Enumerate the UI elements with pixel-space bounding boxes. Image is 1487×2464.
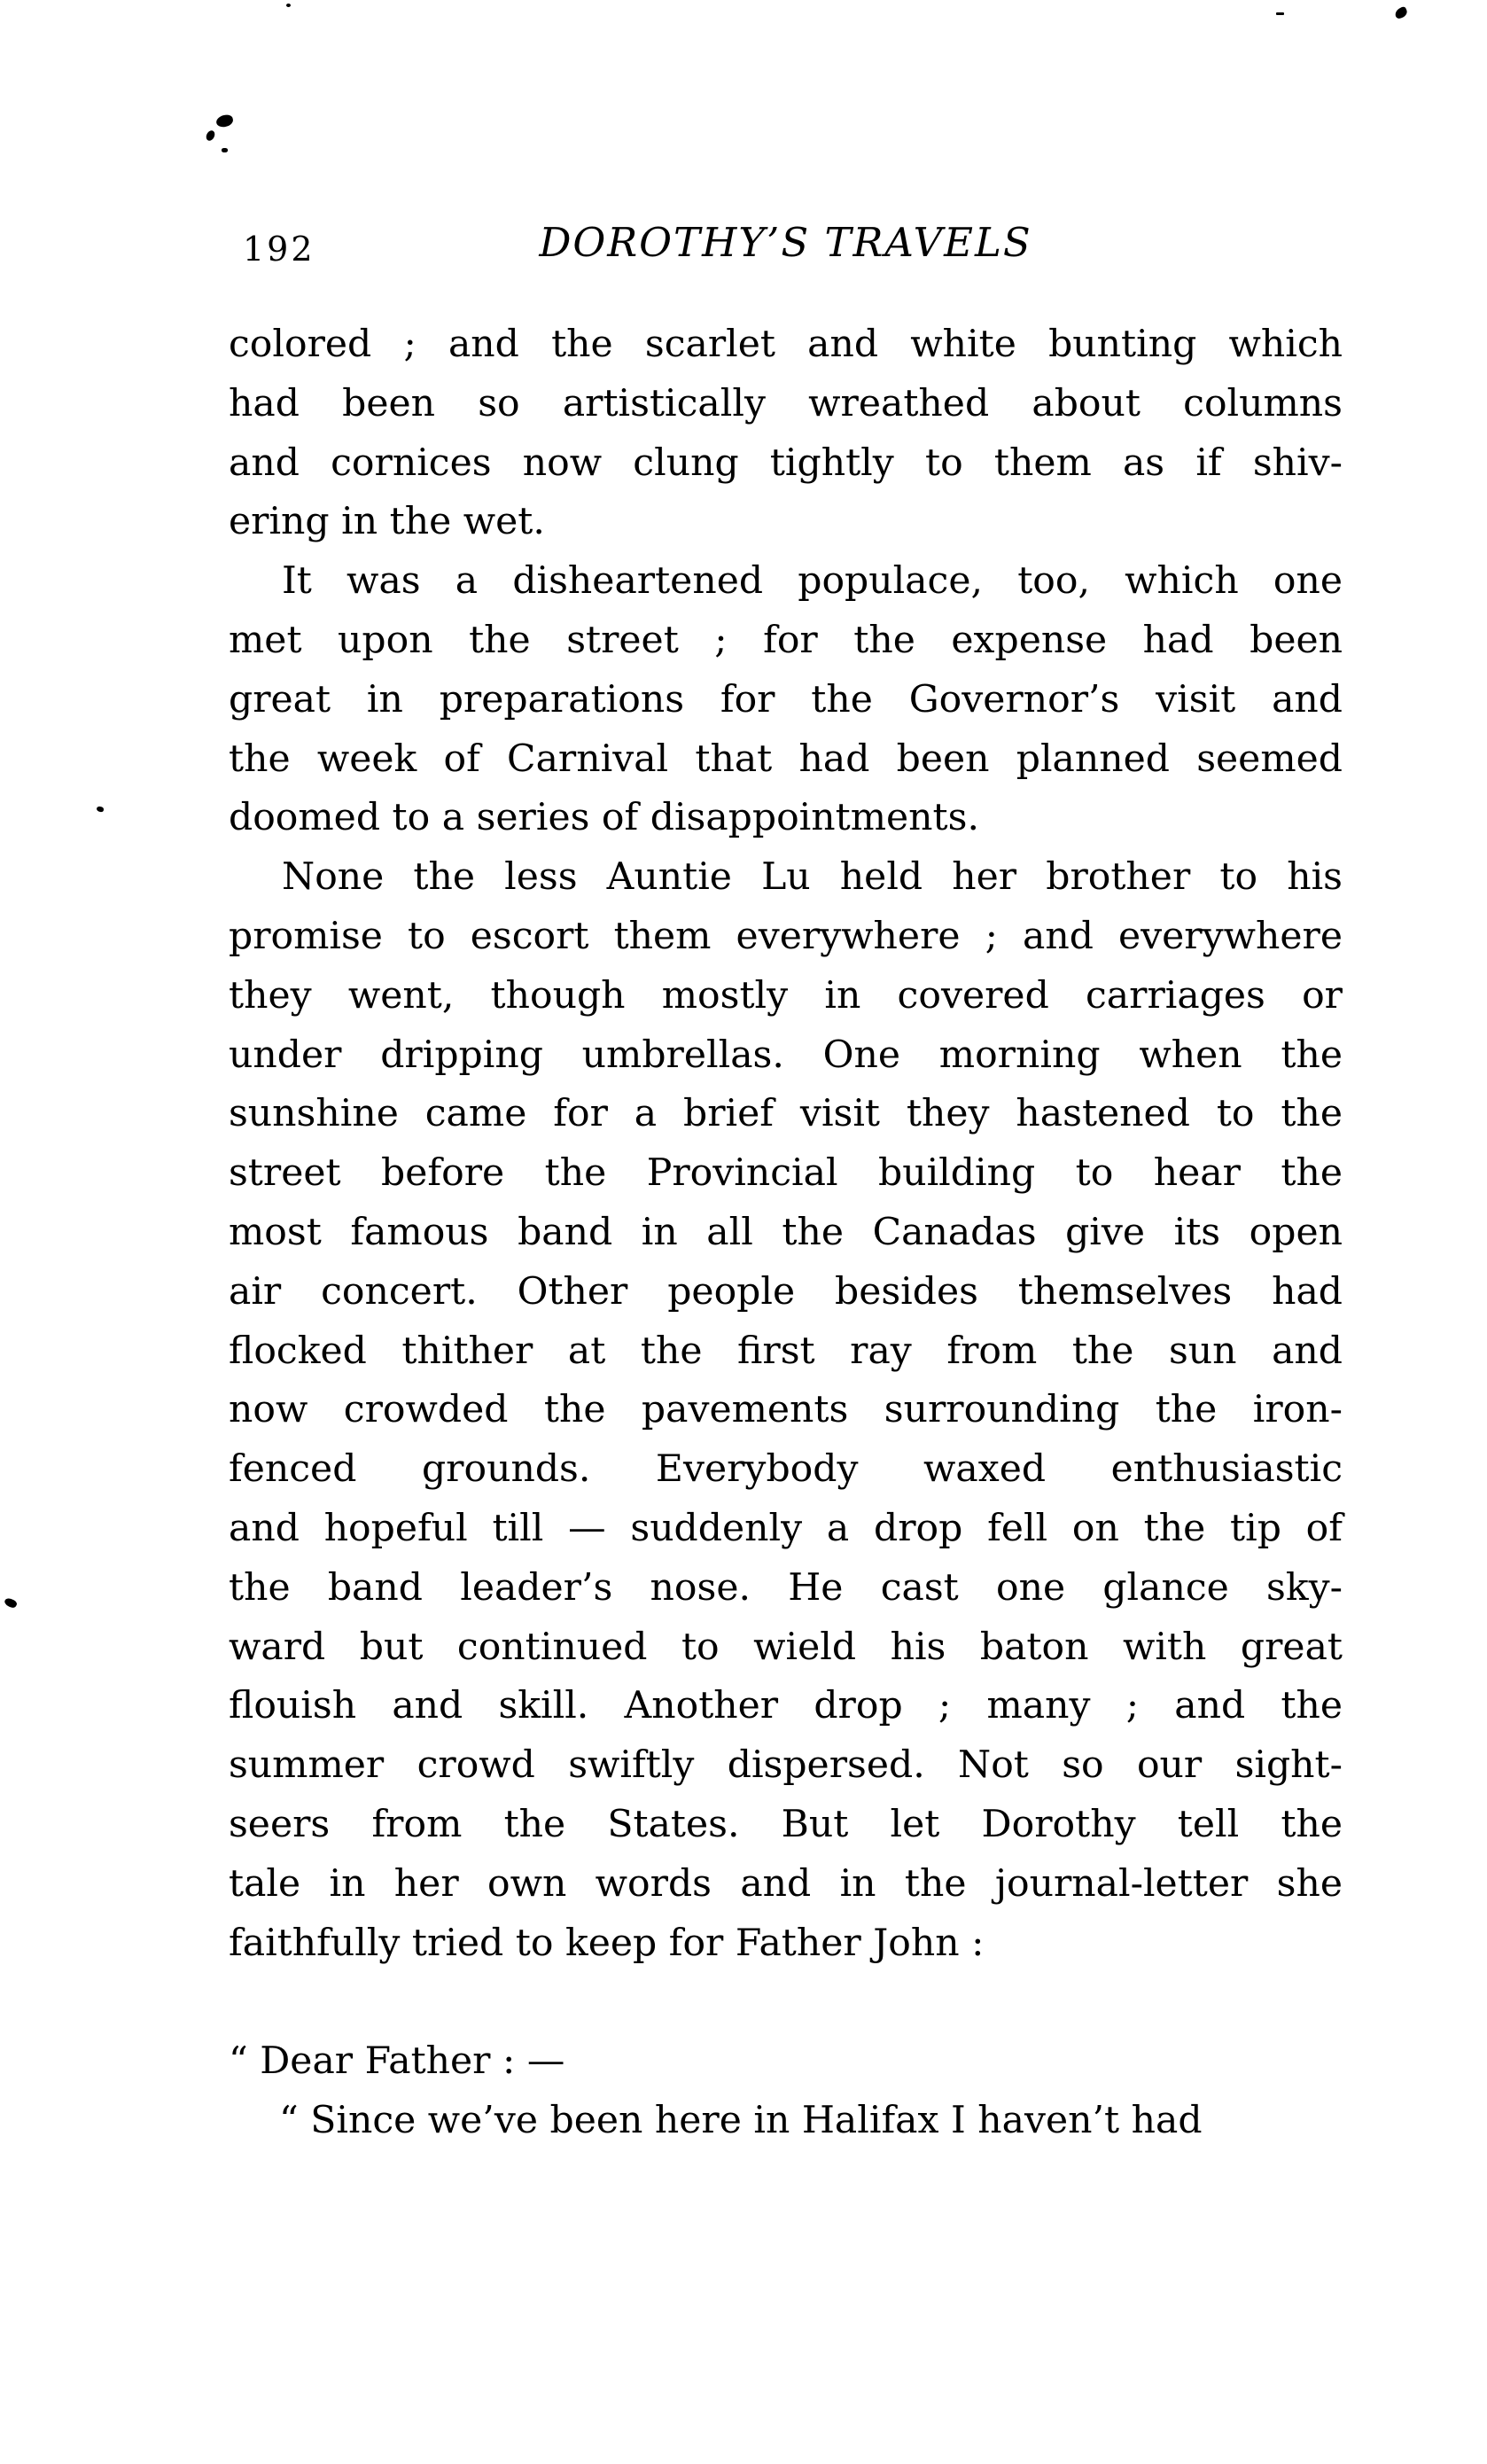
text-line: None the less Auntie Lu held her brother to his <box>282 855 1343 900</box>
ink-comma-top-left <box>206 129 215 142</box>
text-line: they went, though mostly in covered carriages or <box>229 973 1343 1018</box>
text-line: met upon the street ; for the expense had been <box>229 618 1343 662</box>
text-line: air concert. Other people besides themselves had <box>229 1269 1343 1314</box>
running-title: DOROTHY’S TRAVELS <box>539 219 1032 266</box>
text-line: faithfully tried to keep for Father John : <box>229 1921 985 1965</box>
text-line: sunshine came for a brief visit they hastened to the <box>229 1092 1343 1136</box>
text-line: and cornices now clung tightly to them as if shiv- <box>229 441 1343 485</box>
text-line: flouish and skill. Another drop ; many ; and the <box>229 1684 1343 1728</box>
text-line: under dripping umbrellas. One morning when the <box>229 1033 1343 1077</box>
ink-comma-left-edge <box>4 1596 19 1610</box>
text-line: most famous band in all the Canadas give its open <box>229 1210 1343 1254</box>
text-line: flocked thither at the first ray from the sun and <box>229 1329 1343 1373</box>
text-line: “ Dear Father : — <box>229 2039 565 2084</box>
text-line: It was a disheartened populace, too, which one <box>282 559 1343 604</box>
text-line: had been so artistically wreathed about columns <box>229 381 1343 425</box>
ink-blob-top-left <box>215 113 234 129</box>
ink-dot-top-center <box>286 4 291 7</box>
text-line: now crowded the pavements surrounding the iron- <box>229 1388 1343 1432</box>
text-line: promise to escort them everywhere ; and everywhere <box>229 914 1343 958</box>
text-line: ward but continued to wield his baton with great <box>229 1625 1343 1669</box>
page-header <box>229 218 1343 273</box>
text-line: the week of Carnival that had been planned seemed <box>229 737 1343 781</box>
text-line: colored ; and the scarlet and white bunting which <box>229 323 1343 366</box>
ink-dash-top-right <box>1276 12 1284 15</box>
page-number: 192 <box>243 230 315 269</box>
ink-dot-left-margin <box>97 806 105 812</box>
text-line: great in preparations for the Governor’s visit and <box>229 677 1343 721</box>
text-line: “ Since we’ve been here in Halifax I haven’t had <box>279 2099 1203 2143</box>
text-line: doomed to a series of disappointments. <box>229 796 979 840</box>
text-line: ering in the wet. <box>229 500 545 544</box>
text-line: tale in her own words and in the journal-letter she <box>229 1861 1343 1906</box>
text-line: street before the Provincial building to hear the <box>229 1151 1343 1196</box>
ink-speck-top-left <box>222 148 228 152</box>
body-text <box>229 316 1343 2151</box>
text-line: the band leader’s nose. He cast one glance sky- <box>229 1565 1343 1610</box>
text-line: seers from the States. But let Dorothy tell the <box>229 1802 1343 1846</box>
text-line: fenced grounds. Everybody waxed enthusiastic <box>229 1447 1343 1492</box>
text-line: and hopeful till — suddenly a drop fell on the tip of <box>229 1506 1343 1550</box>
text-line: summer crowd swiftly dispersed. Not so our sight- <box>229 1743 1343 1788</box>
ink-blob-top-right <box>1393 6 1408 20</box>
